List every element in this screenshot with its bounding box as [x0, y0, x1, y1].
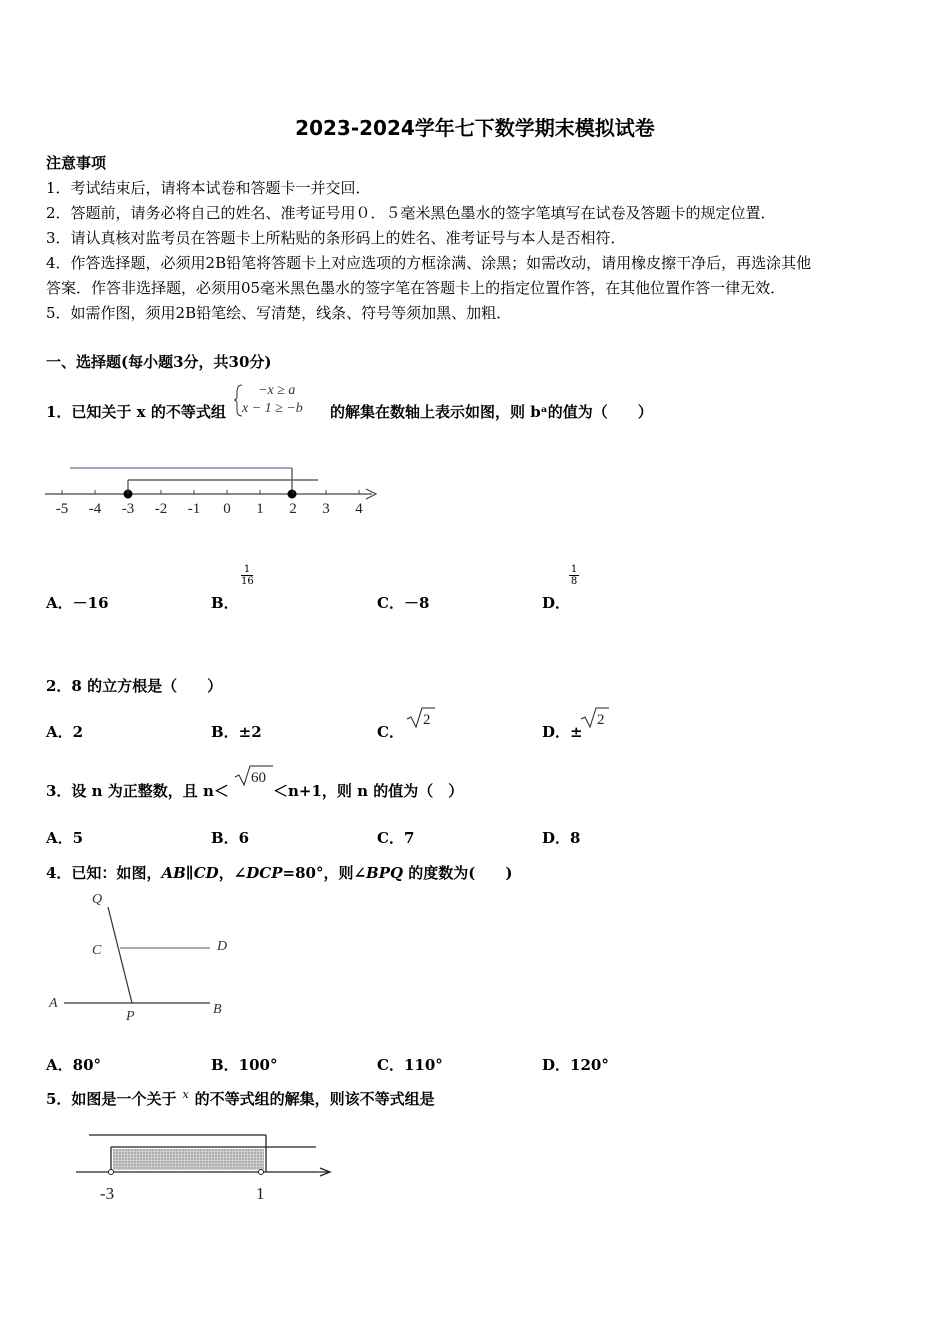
q5-stem-b: 的不等式组的解集，则该不等式组是 [194, 1090, 435, 1108]
q1-option-d-den: 8 [570, 576, 578, 587]
q5-label-left: -3 [100, 1184, 115, 1203]
notice-item-4: 4．作答选择题，必须用2B铅笔将答题卡上对应选项的方框涂满、涂黑；如需改动，请用橡皮擦干净后，再选涂其他 [46, 254, 812, 272]
q1-stem-suffix: 的解集在数轴上表示如图，则 bᵃ的值为（ ） [330, 403, 653, 421]
notice-item-3: 3．请认真核对监考员在答题卡上所粘贴的条形码上的姓名、准考证号与本人是否相符． [46, 229, 626, 247]
q4-option-d: D．120° [542, 1056, 609, 1074]
q1-axis-tick-label: 4 [355, 501, 363, 517]
q4-label-q: Q [92, 892, 103, 907]
q1-sys-line2: x − 1 ≥ −b [242, 401, 303, 416]
q3-option-d: D．8 [542, 829, 581, 847]
q4-parallel: ∥ [185, 864, 194, 882]
q2-option-b: B．±2 [211, 723, 262, 741]
notice-item-2: 2．答题前，请务必将自己的姓名、准考证号用０．５毫米黑色墨水的签字笔填写在试卷及答题卡的规定位置． [46, 204, 776, 222]
q1-option-d-label: D． [542, 594, 571, 612]
q2-option-d-label: D．± [542, 723, 583, 741]
q1-stem-prefix: 1．已知关于 x 的不等式组 [46, 403, 226, 421]
q2-option-c-radical [406, 706, 436, 730]
q2-option-d-radical [580, 706, 610, 730]
q3-stem-a: 3．设 n 为正整数，且 n＜ [46, 782, 229, 800]
q1-option-b-fraction [241, 564, 253, 587]
notice-item-5: 5．如需作图，须用2B铅笔绘、写清楚，线条、符号等须加黑、加粗． [46, 304, 512, 322]
q1-axis-tick-label: 3 [322, 501, 330, 517]
q1-number-line [40, 460, 385, 520]
q3-option-c: C．7 [377, 829, 415, 847]
q1-axis-tick-label: 0 [223, 501, 231, 517]
q1-axis-tick-label: -3 [121, 501, 135, 517]
q5-stem-a: 5．如图是一个关于 [46, 1090, 177, 1108]
q5-label-right: 1 [256, 1184, 265, 1203]
q1-axis-tick-label: 1 [256, 501, 264, 517]
q1-option-a: A．－16 [46, 594, 109, 612]
q2-option-c-radicand: 2 [423, 712, 431, 728]
q3-radicand: 60 [251, 770, 266, 786]
q1-sys-line1: −x ≥ a [258, 383, 296, 398]
q5-solution-region [113, 1149, 264, 1170]
q4-angle-sym: ，∠ [218, 864, 247, 882]
q5-number-line [44, 1125, 344, 1210]
q1-option-b-label: B． [211, 594, 239, 612]
q1-point-right [288, 490, 297, 499]
notice-item-4-cont: 答案．作答非选择题，必须用05毫米黑色墨水的签字笔在答题卡上的指定位置作答，在其他位置作答一律无效． [46, 279, 786, 297]
q4-bpq: BPQ [366, 864, 404, 882]
q4-value: =80°，则∠ [282, 864, 367, 882]
q4-option-a: A．80° [46, 1056, 102, 1074]
q4-stem [46, 862, 512, 883]
q4-label-c: C [92, 943, 102, 958]
q1-option-b-den: 16 [241, 576, 254, 587]
notice-item-1: 1．考试结束后，请将本试卷和答题卡一并交回． [46, 179, 371, 197]
q2-option-d-radicand: 2 [597, 712, 605, 728]
q2-stem: 2．8 的立方根是（ ） [46, 677, 223, 695]
q1-axis-tick-label: 2 [289, 501, 297, 517]
q5-var: x [182, 1088, 189, 1101]
q4-label-d: D [217, 939, 228, 954]
q1-axis-tick-label: -2 [154, 501, 168, 517]
q4-label-a: A [49, 996, 58, 1011]
q4-dcp: DCP [246, 864, 283, 882]
q1-option-c: C．－8 [377, 594, 430, 612]
q1-axis-tick-label: -5 [55, 501, 69, 517]
section-heading: 一、选择题(每小题3分，共30分) [46, 353, 272, 371]
q1-option-d-num: 1 [570, 564, 578, 575]
page-title: 2023-2024学年七下数学期末模拟试卷 [295, 116, 655, 140]
q4-label-b: B [213, 1002, 222, 1017]
q4-stem-end: 的度数为( ) [403, 864, 513, 882]
q4-figure [44, 885, 244, 1030]
q3-option-b: B．6 [211, 829, 250, 847]
q5-stem [46, 1088, 435, 1109]
notice-heading: 注意事项 [46, 154, 107, 172]
q1-option-b-num: 1 [241, 564, 253, 576]
q4-line-qp [108, 907, 132, 1003]
q4-cd: CD [193, 864, 219, 882]
q4-option-c: C．110° [377, 1056, 443, 1074]
q4-ab: AB [161, 864, 186, 882]
q3-stem-b: ＜n+1，则 n 的值为（ ） [273, 782, 464, 800]
q2-option-a: A．2 [46, 723, 84, 741]
q2-option-c-label: C． [377, 723, 404, 741]
q4-stem-start: 4．已知：如图， [46, 864, 162, 882]
q1-option-d-fraction [569, 564, 579, 587]
q3-option-a: A．5 [46, 829, 84, 847]
q4-option-b: B．100° [211, 1056, 278, 1074]
q4-label-p: P [126, 1009, 135, 1024]
q1-inequality-system [234, 380, 330, 420]
q3-radical [234, 764, 274, 788]
q1-axis-tick-label: -4 [88, 501, 102, 517]
q1-axis-tick-label: -1 [187, 501, 201, 517]
